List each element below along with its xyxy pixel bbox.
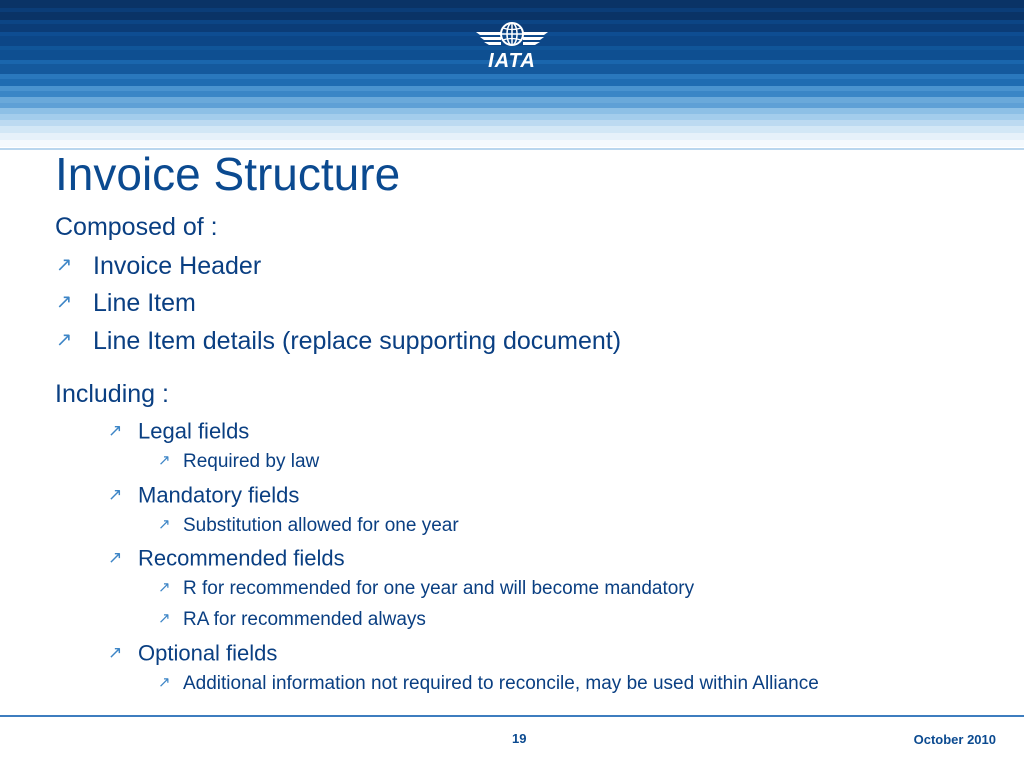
globe-wings-icon [474, 18, 550, 52]
list-item: ↗ Mandatory fields [108, 482, 300, 508]
arrow-up-right-icon: ↗ [108, 642, 123, 662]
iata-logo [474, 18, 550, 74]
logo-text: IATA [488, 50, 536, 72]
page-number: 19 [512, 731, 527, 746]
arrow-up-right-icon: ↗ [108, 547, 123, 567]
composed-label: Composed of : [55, 213, 218, 241]
arrow-up-right-icon: ↗ [158, 675, 171, 691]
list-item: ↗ Optional fields [108, 640, 278, 666]
arrow-up-right-icon: ↗ [158, 517, 171, 533]
footer-date: October 2010 [913, 732, 996, 747]
arrow-up-right-icon: ↗ [56, 254, 73, 276]
list-item: ↗ Line Item [56, 288, 196, 317]
arrow-up-right-icon: ↗ [108, 484, 123, 504]
arrow-up-right-icon: ↗ [158, 580, 171, 596]
including-label: Including : [55, 380, 169, 408]
list-item: ↗ Recommended fields [108, 545, 345, 571]
arrow-up-right-icon: ↗ [56, 329, 73, 351]
header-banner [0, 0, 1024, 152]
arrow-up-right-icon: ↗ [158, 453, 171, 469]
footer-divider [0, 715, 1024, 717]
list-item: ↗ Legal fields [108, 418, 250, 444]
arrow-up-right-icon: ↗ [158, 611, 171, 627]
list-item: ↗ Invoice Header [56, 251, 262, 280]
list-item: ↗ Line Item details (replace supporting document) [56, 326, 622, 355]
list-item: ↗ Required by law [158, 451, 320, 473]
list-item: ↗ RA for recommended always [158, 609, 426, 631]
arrow-up-right-icon: ↗ [56, 291, 73, 313]
list-item: ↗ R for recommended for one year and will become mandatory [158, 578, 695, 600]
arrow-up-right-icon: ↗ [108, 420, 123, 440]
list-item: ↗ Substitution allowed for one year [158, 515, 459, 537]
slide-title: Invoice Structure [55, 148, 401, 200]
list-item: ↗ Additional information not required to reconcile, may be used within Alliance [158, 673, 819, 695]
